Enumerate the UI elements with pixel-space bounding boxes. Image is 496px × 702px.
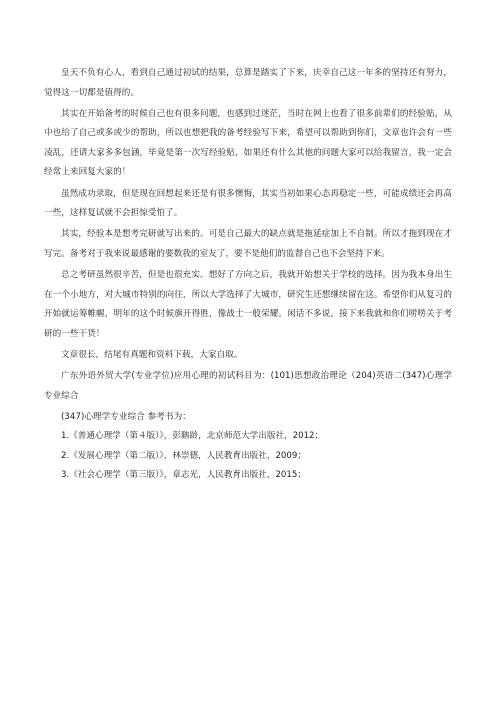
paragraph-intro: 皇天不负有心人，看到自己通过初试的结果，总算是踏实了下来，庆幸自己这一年多的坚持还有努力，觉得这一切都是值得的。 [44, 68, 452, 98]
paragraph-school-choice: 总之考研虽然很辛苦，但是也很充实。想好了方向之后，我就开始想关于学校的选择。因为我本身出生在一个小地方，对大城市特别的向往，所以大学选择了大城市，研究生还想继续留在这。希望你们从复习的开始就运筹帷幄，明年的这个时候旗开得胜，像战士一般荣耀。闲话不多说，接下来我就和你们唠唠关于考研的一些干货！ [44, 269, 452, 339]
paragraph-reflection: 虽然成功录取，但是现在回想起来还是有很多懊悔，其实当初如果心态再稳定一些，可能成绩还会再高一些，这样复试就不会担惊受怕了。 [44, 188, 452, 219]
paragraph-exam-subjects: 广东外语外贸大学(专业学位)应用心理的初试科目为：(101)思想政治理论（204)英语二(347)心理学专业综合 [44, 370, 452, 401]
list-item-book-3: 3.《社会心理学（第三版）》，章志光，人民教育出版社，2015； [61, 470, 306, 481]
paragraph-resources-note: 文章很长，结尾有真题和资料下载，大家自取。 [61, 349, 243, 360]
paragraph-reference-heading: (347)心理学专业综合 参考书为： [61, 411, 191, 422]
paragraph-background: 其实在开始备考的时候自己也有很多问题，也感到过迷茫，当时在网上也看了很多前辈们的经验贴，从中也给了自己或多或少的帮助，所以也想把我的备考经验写下来，希望可以帮助到你们，文章也许会有一些凌乱，还请大家多多包涵，毕竟是第一次写经验贴，如果还有什么其他的问题大家可以给我留言，我一定会经常上来回复大家的！ [44, 108, 452, 178]
paragraph-procrastination: 其实，经验本是想考完研就写出来的。可是自己最大的缺点就是拖延症加上不自制。所以才拖到现在才写完。备考对于我来说最感谢的要数我的室友了，要不是他们的监督自己也不会坚持下来。 [44, 229, 452, 259]
list-item-book-1: 1.《普通心理学（第４版）》，彭聃龄，北京师范大学出版社，2012； [61, 431, 324, 442]
list-item-book-2: 2.《发展心理学（第二版）》，林崇德，人民教育出版社，2009； [61, 450, 306, 461]
